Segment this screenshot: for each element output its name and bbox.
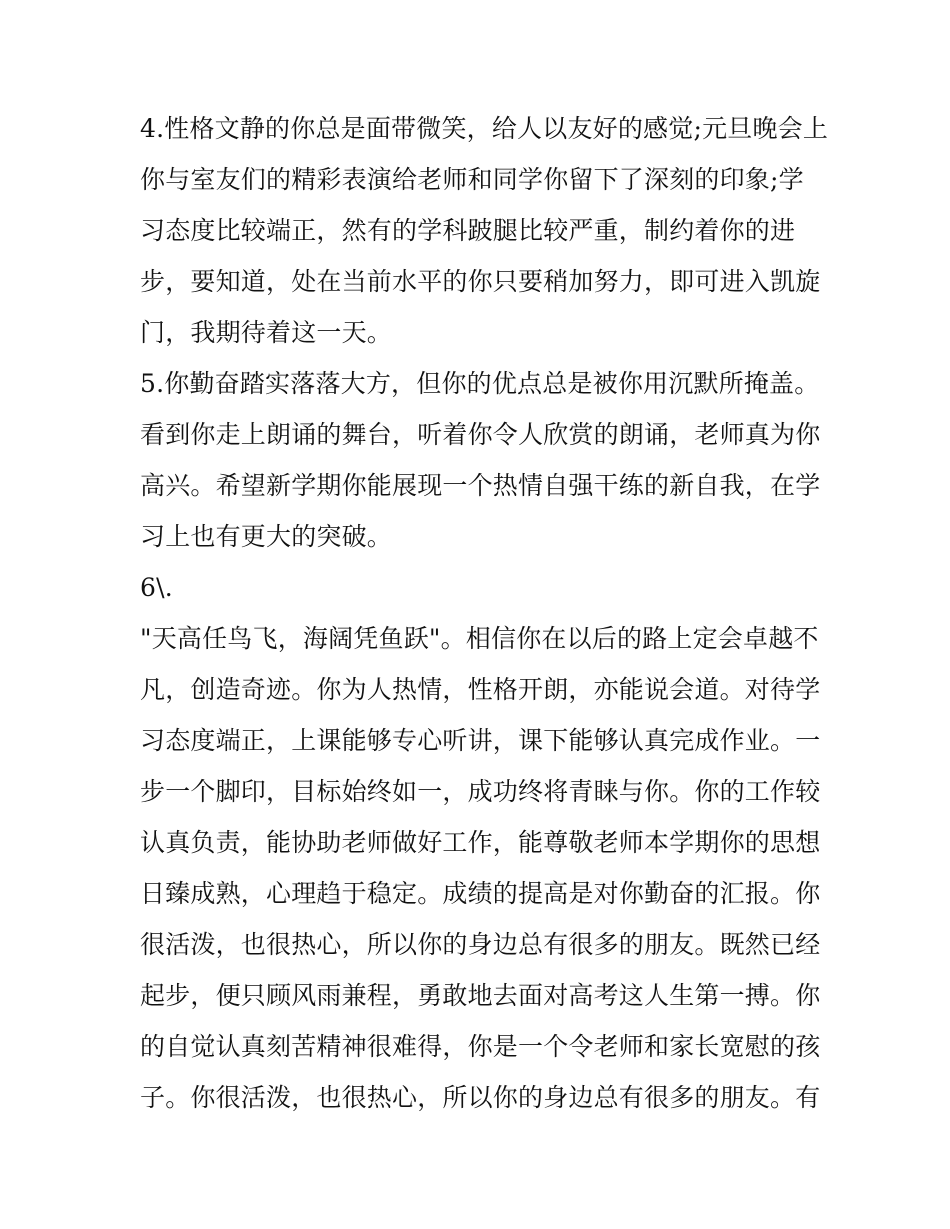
text-line: 步一个脚印，目标始终如一，成功终将青睐与你。你的工作较 [140,777,821,806]
text-line: 很活泼，也很热心，所以你的身边总有很多的朋友。既然已经 [140,930,821,959]
text-line: 步，要知道，处在当前水平的你只要稍加努力，即可进入凯旋 [140,267,821,296]
document-body [140,103,829,1123]
text-line: 凡，创造奇迹。你为人热情，性格开朗，亦能说会道。对待学 [140,675,821,704]
text-line: 4.性格文静的你总是面带微笑，给人以友好的感觉;元旦晚会上 [140,114,829,143]
text-line: 门，我期待着这一天。 [140,318,393,347]
text-line: 你与室友们的精彩表演给老师和同学你留下了深刻的印象;学 [140,165,804,194]
text-line: 子。你很活泼，也很热心，所以你的身边总有很多的朋友。有 [140,1083,821,1112]
text-line: 高兴。希望新学期你能展现一个热情自强干练的新自我，在学 [140,471,821,500]
text-line: 6\. [140,573,173,602]
text-line: 看到你走上朗诵的舞台，听着你令人欣赏的朗诵，老师真为你 [140,420,821,449]
text-line: 认真负责，能协助老师做好工作，能尊敬老师本学期你的思想 [140,828,821,857]
text-line: 起步，便只顾风雨兼程，勇敢地去面对高考这人生第一搏。你 [140,981,821,1010]
text-line: 习上也有更大的突破。 [140,522,393,551]
text-line: 习态度端正，上课能够专心听讲，课下能够认真完成作业。一 [140,726,821,755]
text-line: 的自觉认真刻苦精神很难得，你是一个令老师和家长宽慰的孩 [140,1032,821,1061]
text-line: 日臻成熟，心理趋于稳定。成绩的提高是对你勤奋的汇报。你 [140,879,821,908]
text-line: 5.你勤奋踏实落落大方，但你的优点总是被你用沉默所掩盖。 [140,369,820,398]
text-line: "天高任鸟飞，海阔凭鱼跃"。相信你在以后的路上定会卓越不 [140,624,819,653]
text-line: 习态度比较端正，然有的学科跛腿比较严重，制约着你的进 [140,216,796,245]
